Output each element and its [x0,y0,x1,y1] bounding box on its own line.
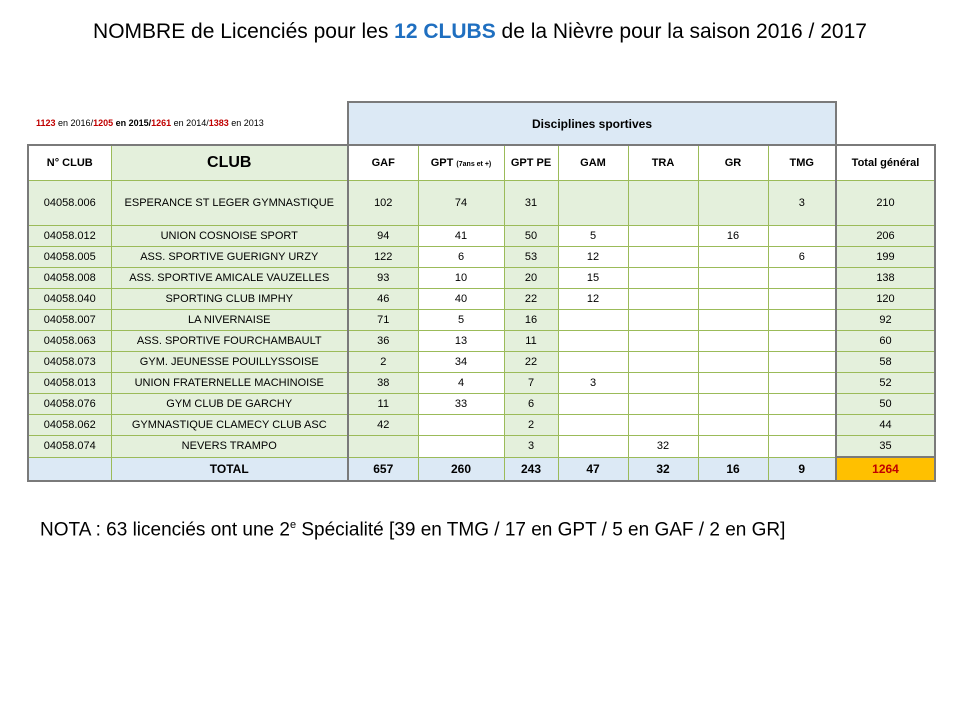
total-empty [28,457,111,481]
cell-gptpe: 11 [504,331,558,352]
table-row [28,181,935,226]
col-header-gpt-label: GPT [430,157,457,169]
cell-gaf: 122 [348,247,418,268]
row-total-cell: 92 [836,310,935,331]
cell-gptpe: 50 [504,226,558,247]
cell-gaf: 42 [348,415,418,436]
club-name-cell: UNION COSNOISE SPORT [111,226,348,247]
nota-sup: e [289,519,297,531]
club-number-cell: 04058.074 [28,436,111,458]
cell-gpt: 13 [418,331,504,352]
cell-gptpe: 3 [504,436,558,458]
history-value: 1383 [208,118,229,128]
cell-gr [698,268,768,289]
club-name-cell: ASS. SPORTIVE AMICALE VAUZELLES [111,268,348,289]
club-number-cell: 04058.076 [28,394,111,415]
column-header-row [28,145,935,181]
nota-part2: Spécialité [39 en TMG / 17 en GPT / 5 en GAF / 2 en GR] [296,519,786,541]
cell-gpt: 34 [418,352,504,373]
cell-gpt [418,436,504,458]
table-row [28,415,935,436]
page-title [0,20,960,44]
history-label: en 2016/ [55,118,94,128]
cell-gr [698,331,768,352]
cell-gptpe: 16 [504,310,558,331]
table-row [28,268,935,289]
cell-gaf [348,436,418,458]
cell-gpt: 6 [418,247,504,268]
cell-gam [558,352,628,373]
col-header-gam: GAM [558,145,628,181]
cell-tra [628,394,698,415]
club-name-cell: ASS. SPORTIVE GUERIGNY URZY [111,247,348,268]
cell-gptpe: 20 [504,268,558,289]
cell-gptpe: 22 [504,352,558,373]
club-name-cell: ESPERANCE ST LEGER GYMNASTIQUE [111,181,348,226]
cell-tra: 32 [628,436,698,458]
table-row [28,310,935,331]
cell-gr [698,352,768,373]
cell-tra [628,415,698,436]
total-tmg: 9 [768,457,836,481]
cell-gptpe: 2 [504,415,558,436]
row-total-cell: 206 [836,226,935,247]
cell-gaf: 36 [348,331,418,352]
cell-tmg [768,310,836,331]
row-total-cell: 52 [836,373,935,394]
licences-table [27,101,936,482]
total-gam: 47 [558,457,628,481]
cell-tra [628,289,698,310]
total-gaf: 657 [348,457,418,481]
history-label: en 2014/ [171,118,209,128]
history-label: en 2015/ [113,118,152,128]
cell-gr [698,310,768,331]
cell-tmg [768,436,836,458]
cell-gpt: 33 [418,394,504,415]
cell-gaf: 2 [348,352,418,373]
title-highlight: 12 CLUBS [394,20,496,43]
cell-gpt: 74 [418,181,504,226]
cell-gam [558,181,628,226]
table-row [28,226,935,247]
total-label: TOTAL [111,457,348,481]
row-total-cell: 210 [836,181,935,226]
cell-gr [698,373,768,394]
col-header-no-club: N° CLUB [28,145,111,181]
cell-gr [698,415,768,436]
cell-gaf: 102 [348,181,418,226]
row-total-cell: 138 [836,268,935,289]
cell-gr [698,436,768,458]
cell-gpt: 40 [418,289,504,310]
cell-gam [558,310,628,331]
table-row [28,352,935,373]
club-number-cell: 04058.062 [28,415,111,436]
history-value: 1205 [93,118,114,128]
cell-tra [628,331,698,352]
cell-tra [628,352,698,373]
col-header-gpt-pe: GPT PE [504,145,558,181]
club-number-cell: 04058.006 [28,181,111,226]
history-value: 1123 [36,118,56,128]
cell-gam: 3 [558,373,628,394]
cell-gam: 12 [558,247,628,268]
row-total-cell: 35 [836,436,935,458]
row-total-cell: 50 [836,394,935,415]
cell-gr [698,394,768,415]
total-gpt: 260 [418,457,504,481]
table-row [28,331,935,352]
cell-gam [558,331,628,352]
row-total-cell: 60 [836,331,935,352]
cell-gpt: 41 [418,226,504,247]
cell-tra [628,310,698,331]
club-number-cell: 04058.013 [28,373,111,394]
cell-tra [628,268,698,289]
cell-tra [628,373,698,394]
club-number-cell: 04058.063 [28,331,111,352]
cell-gpt: 10 [418,268,504,289]
cell-tmg [768,331,836,352]
row-total-cell: 120 [836,289,935,310]
cell-gam: 5 [558,226,628,247]
disciplines-header: Disciplines sportives [348,102,836,145]
cell-gaf: 94 [348,226,418,247]
nota-text [40,519,785,541]
cell-gptpe: 6 [504,394,558,415]
club-name-cell: GYM CLUB DE GARCHY [111,394,348,415]
cell-gaf: 46 [348,289,418,310]
col-header-tra: TRA [628,145,698,181]
title-part1: NOMBRE de Licenciés pour les [93,20,395,43]
cell-tmg: 3 [768,181,836,226]
cell-gr [698,247,768,268]
club-number-cell: 04058.012 [28,226,111,247]
total-gpt-pe: 243 [504,457,558,481]
club-name-cell: NEVERS TRAMPO [111,436,348,458]
cell-tmg [768,268,836,289]
total-row [28,457,935,481]
grand-total: 1264 [836,457,935,481]
cell-tmg [768,226,836,247]
cell-gr [698,181,768,226]
col-header-gpt [418,145,504,181]
col-header-total: Total général [836,145,935,181]
cell-tmg [768,373,836,394]
cell-tmg [768,352,836,373]
cell-gpt: 4 [418,373,504,394]
cell-gam [558,436,628,458]
club-number-cell: 04058.005 [28,247,111,268]
cell-gr: 16 [698,226,768,247]
history-value: 1261 [151,118,172,128]
table-row [28,289,935,310]
total-gr: 16 [698,457,768,481]
cell-tmg [768,394,836,415]
row-total-cell: 199 [836,247,935,268]
cell-gaf: 71 [348,310,418,331]
cell-tra [628,247,698,268]
cell-tra [628,181,698,226]
table-row [28,373,935,394]
history-note [28,102,348,145]
empty-corner [836,102,935,145]
cell-gpt: 5 [418,310,504,331]
table-row [28,394,935,415]
cell-gaf: 11 [348,394,418,415]
col-header-tmg: TMG [768,145,836,181]
cell-gam: 12 [558,289,628,310]
cell-gam [558,394,628,415]
cell-tmg [768,415,836,436]
nota-part1: NOTA : 63 licenciés ont une 2 [40,519,290,541]
cell-gptpe: 31 [504,181,558,226]
club-name-cell: SPORTING CLUB IMPHY [111,289,348,310]
row-total-cell: 58 [836,352,935,373]
cell-tmg [768,289,836,310]
cell-gam [558,415,628,436]
cell-gptpe: 7 [504,373,558,394]
table-row [28,436,935,458]
cell-gr [698,289,768,310]
title-part2: de la Nièvre pour la saison 2016 / 2017 [495,20,867,43]
col-header-gpt-small: (7ans et +) [456,161,492,168]
club-number-cell: 04058.007 [28,310,111,331]
col-header-gr: GR [698,145,768,181]
total-tra: 32 [628,457,698,481]
history-label: en 2013 [228,118,264,128]
club-number-cell: 04058.008 [28,268,111,289]
club-name-cell: UNION FRATERNELLE MACHINOISE [111,373,348,394]
cell-gam: 15 [558,268,628,289]
row-total-cell: 44 [836,415,935,436]
club-name-cell: ASS. SPORTIVE FOURCHAMBAULT [111,331,348,352]
club-number-cell: 04058.073 [28,352,111,373]
club-name-cell: GYM. JEUNESSE POUILLYSSOISE [111,352,348,373]
cell-tmg: 6 [768,247,836,268]
cell-gptpe: 22 [504,289,558,310]
col-header-gaf: GAF [348,145,418,181]
col-header-club: CLUB [111,145,348,181]
cell-gptpe: 53 [504,247,558,268]
cell-gaf: 93 [348,268,418,289]
cell-tra [628,226,698,247]
table-row [28,247,935,268]
club-name-cell: LA NIVERNAISE [111,310,348,331]
cell-gpt [418,415,504,436]
cell-gaf: 38 [348,373,418,394]
club-name-cell: GYMNASTIQUE CLAMECY CLUB ASC [111,415,348,436]
club-number-cell: 04058.040 [28,289,111,310]
